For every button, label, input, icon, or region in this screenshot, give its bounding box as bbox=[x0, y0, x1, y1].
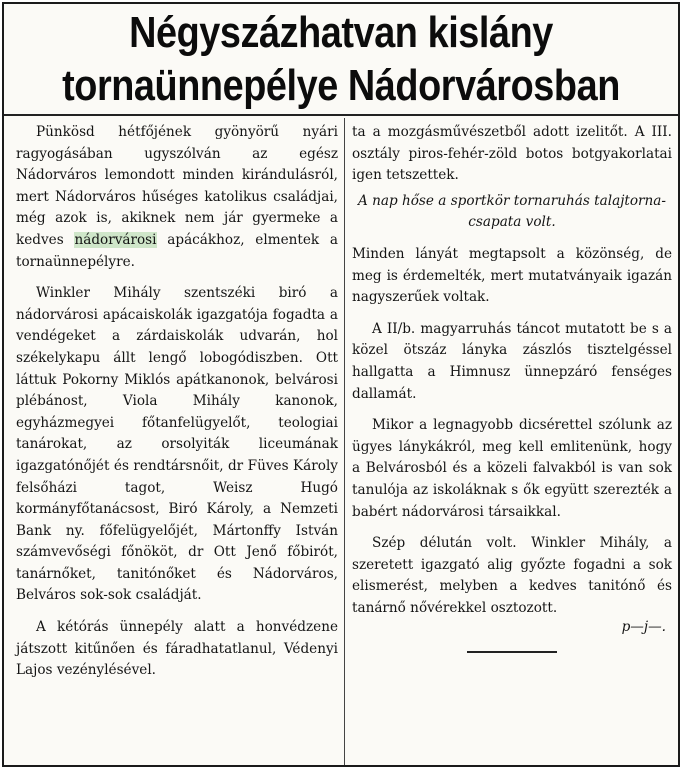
column-divider bbox=[344, 118, 345, 766]
paragraph-dance: A II/b. magyarruhás táncot mutatott be s a közel ötszáz lányka zászlós tisztelgéssel hallgatta a Himnusz ünnepzáró fenséges dallamát. bbox=[352, 320, 672, 402]
end-rule bbox=[467, 651, 557, 653]
paragraph-intro bbox=[16, 122, 338, 273]
intro-text-end: apácákhoz, elmentek a tornaünnepélyre. bbox=[16, 231, 338, 270]
paragraph-praise: Mikor a legnagyobb dicsérettel szólunk az ügyes lánykákról, meg kell emlitenünk, hogy a Belvárosból és a közeli falvakból is van sok tanulója az iskoláknak s ők együtt szerezték a babért nádorvárosi társaikkal. bbox=[352, 417, 672, 520]
headline-line-2: tornaünnepélye Nádorvárosban bbox=[62, 61, 620, 110]
paragraph-continuation: ta a mozgásművészetből adott izelitőt. A III. osztály piros-fehér-zöld botos botgyakorlatai igen tetszettek. bbox=[352, 124, 672, 184]
paragraph-guests: Winkler Mihály szentszéki biró a nádorvárosi apácaiskolák igazgatója fogadta a vendégeket a zárdaiskolák udvarán, hol székelykapu állt lengő lobogódiszben. Ott láttuk Pokorny Miklós apátkanonok, belvárosi plébánost, Viola Mihály kanonok, egyházmegyei főtanfelügyelőt, teologiai tanárokat, az orsolyiták liceumának igazgatónőjét és rendtársnőit, dr Füves Károly felsőházi tagot, Weisz Hugó kormányfőtanácsost, Biró Károly, a Nemzeti Bank ny. főfelügyelőjét, Mártonffy István számvevőségi főnököt, dr Ott Jenő főbirót, tanárnőket, tanitónőket és Nádorváros, Belváros sok-sok családját. bbox=[16, 285, 338, 604]
right-column bbox=[352, 122, 672, 653]
paragraph-music: A kétórás ünnepély alatt a honvédzene játszott kitűnően és fáradhatatlanul, Védenyi Lajos vezénylésével. bbox=[16, 619, 338, 679]
left-column bbox=[16, 122, 338, 682]
headline-line-1: Négyszázhatvan kislány bbox=[129, 8, 553, 57]
author-signature: p—j—. bbox=[621, 619, 666, 636]
paragraph-closing: Szép délután volt. Winkler Mihály, a szeretett igazgató alig győzte fogadni a sok elismerést, melyben a kedves tanitónő és tanárnő nővérekkel osztozott. bbox=[352, 535, 672, 616]
article-headline bbox=[51, 6, 631, 112]
headline-rule bbox=[4, 114, 678, 116]
subheading: A nap hőse a sportkör tornaruhás talajtorna-csapata volt. bbox=[357, 192, 667, 231]
highlighted-word[interactable]: nádorvárosi bbox=[74, 231, 157, 248]
intro-text-start: Pünkösd hétfőjének gyönyörű nyári ragyogásában ugyszólván az egész Nádorváros lemondott minden kirándulásról, mert Nádorváros hűséges katolikus családjai, még azok is, akiknek nem jár gyermeke a kedves bbox=[16, 124, 338, 248]
newspaper-clipping bbox=[2, 2, 680, 767]
paragraph-applause: Minden lányát megtapsolt a közönség, de meg is érdemelték, mert mutatványaik igazán nagyszerűek voltak. bbox=[352, 245, 672, 306]
